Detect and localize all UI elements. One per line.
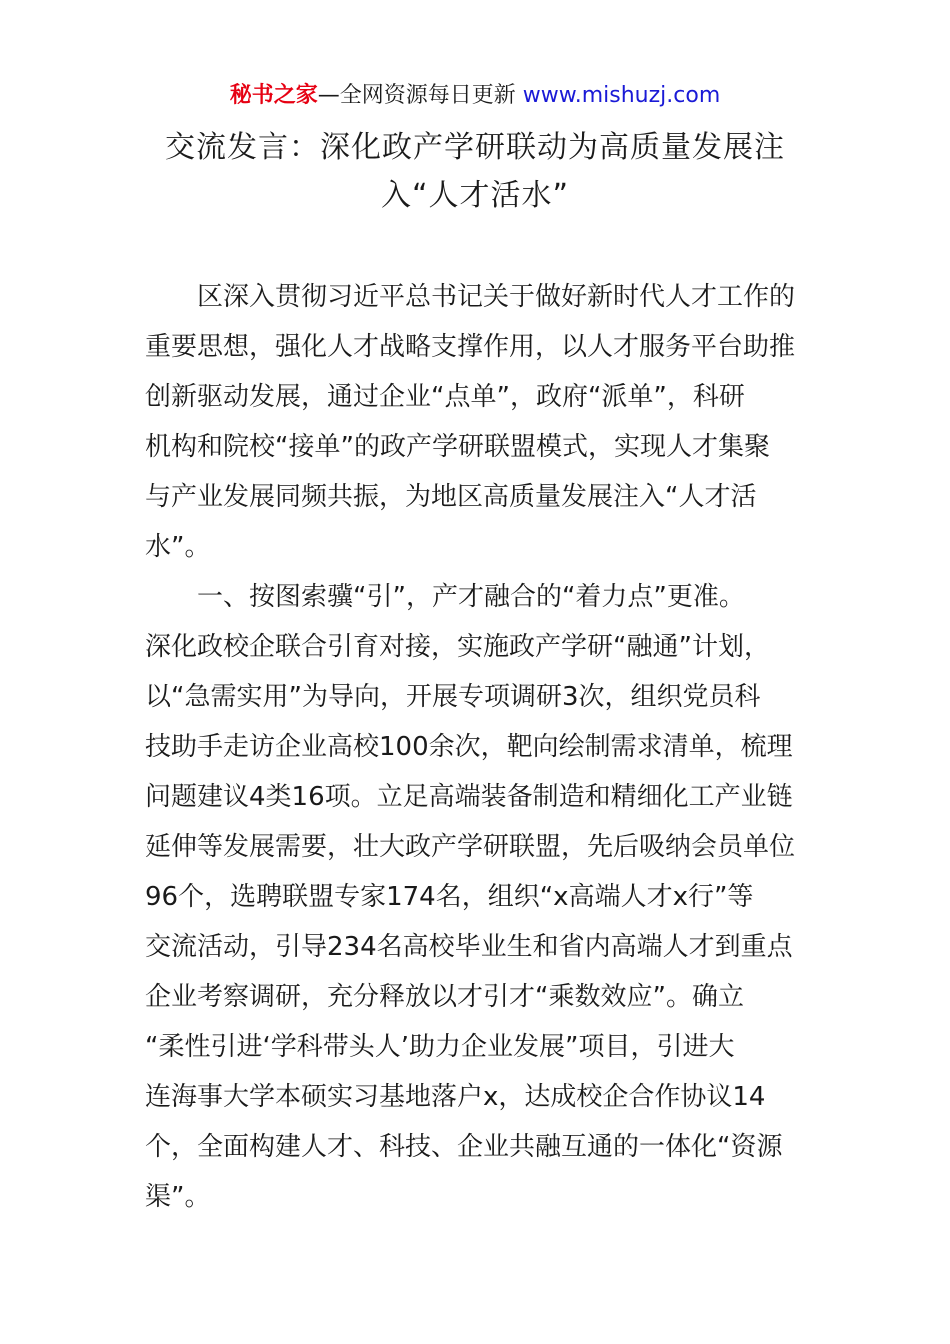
paragraph-line: 技助手走访企业高校100余次，靶向绘制需求清单，梳理 [145, 732, 793, 762]
paragraph-line: 96个，选聘联盟专家174名，组织“x高端人才x行”等 [145, 882, 754, 912]
paragraph-line: 水”。 [145, 532, 211, 562]
header-tagline: —全网资源每日更新 [317, 83, 523, 108]
brand-name: 秘书之家 [229, 83, 318, 108]
paragraph-line: “柔性引进‘学科带头人’助力企业发展”项目，引进大 [145, 1032, 735, 1062]
paragraph-line: 延伸等发展需要，壮大政产学研联盟，先后吸纳会员单位 [145, 832, 796, 862]
paragraph-line: 连海事大学本硕实习基地落户x，达成校企合作协议14 [145, 1082, 766, 1112]
paragraph-line: 个，全面构建人才、科技、企业共融互通的一体化“资源 [145, 1132, 783, 1162]
document-title [140, 124, 810, 220]
paragraph-line: 问题建议4类16项。立足高端装备制造和精细化工产业链 [145, 782, 793, 812]
paragraph-line: 以“急需实用”为导向，开展专项调研3次，组织党员科 [145, 682, 761, 712]
paragraph-line: 渠”。 [145, 1182, 211, 1212]
title-line-1: 交流发言：深化政产学研联动为高质量发展注 [165, 130, 785, 165]
site-url-link[interactable]: www.mishuzj.com [522, 83, 721, 108]
paragraph-line: 与产业发展同频共振，为地区高质量发展注入“人才活 [145, 482, 757, 512]
paragraph-line: 深化政校企联合引育对接，实施政产学研“融通”计划， [145, 632, 770, 662]
title-line-2: 入“人才活水” [380, 178, 570, 213]
paragraph-line: 交流活动，引导234名高校毕业生和省内高端人才到重点 [145, 932, 793, 962]
document-body [145, 272, 810, 1222]
paragraph-line: 一、按图索骥“引”，产才融合的“着力点”更准。 [197, 582, 745, 612]
site-header [0, 80, 950, 112]
paragraph-line: 创新驱动发展，通过企业“点单”，政府“派单”，科研 [145, 382, 745, 412]
paragraph-line: 机构和院校“接单”的政产学研联盟模式，实现人才集聚 [145, 432, 770, 462]
paragraph-intro [145, 272, 810, 572]
paragraph-line: 区深入贯彻习近平总书记关于做好新时代人才工作的 [197, 282, 796, 312]
paragraph-line: 企业考察调研，充分释放以才引才“乘数效应”。确立 [145, 982, 744, 1012]
paragraph-section-one [145, 572, 810, 1222]
paragraph-line: 重要思想，强化人才战略支撑作用，以人才服务平台助推 [145, 332, 796, 362]
